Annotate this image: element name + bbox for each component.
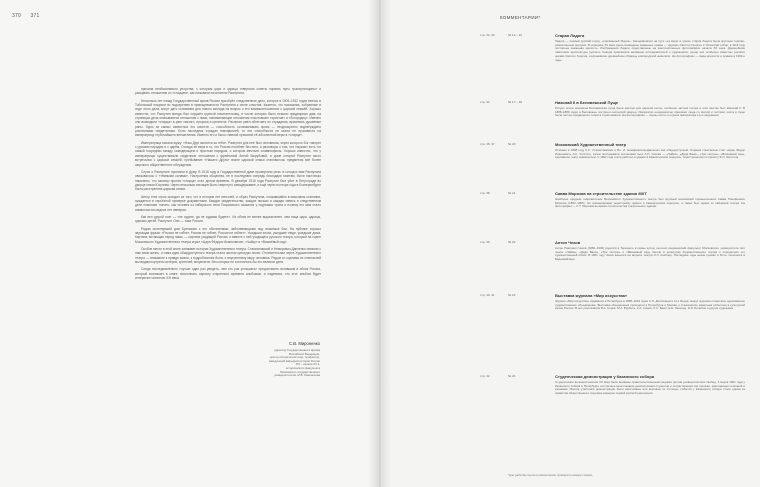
paragraph: Следя последовательно «лучше один раз увидеть, чем сто раз услышать» предоставить вставшим в облик России, который возникает в книге, восполнить картину старинного времени альбомом, и надеемся, что этот альбом будет интересен читателю XXI века. [135, 267, 321, 281]
author-name: С.В. Мироненко [289, 341, 320, 346]
paragraph: Особое место в этой книге занимает история Художественного театра. Станиславский и Немирович-Данченко связали с ним свою жизнь, и сама идея общедоступного театра стала частью культуры эпохи. Отличительная черта Художественного театра — внимание к правде жизни, к подробностям быта, к внутреннему миру человека. Рядом со сценами из спектаклей мы видим портреты актёров, зрителей, меценатов, без которых не состоялось бы это великое дело. [135, 247, 321, 265]
book-gutter [368, 0, 392, 487]
page-ref: стр. 36, 37 [480, 142, 495, 146]
author-credential: заведующий кафедрой истории России [268, 358, 320, 363]
entry-title: Антон Чехов [555, 240, 581, 245]
page-number-left: 370 [12, 13, 21, 19]
author-credential: Российской Федерации, [288, 351, 320, 356]
main-text [135, 87, 321, 283]
entry-text: Ладога — первый русский город, «призванный Рюрик». Находившаяся на пути «из варяг в греки» старая Ладога была крупным торгово-ремесленным центром. В середине XII века здесь возведены каменные храмы — церковь Святого Георгия и Успенский собор; в 1116 году построена каменная крепость. Изображения Ладоги представлены на многочисленных фотографиях начала XX века. Древнейшие памятники архитектуры русского Севера привлекали внимание исследователей и художников; среди них особенно известны росписи церкви Святого Георгия, сохранившие древнейшие образцы новгородской живописи. На фотографиях — виды крепости и храмов в 1900-е годы. [555, 39, 745, 62]
entry-title: Московский Художественный театр [555, 142, 627, 147]
author-signature [250, 341, 320, 378]
plate-ref: № 23 [508, 293, 516, 297]
page-ref: стр. 34 [480, 100, 490, 104]
author-credential: Московского государственного [280, 369, 320, 374]
entry-text: Основан в 1898 году К.С. Станиславским и Вл. И. Немировичем-Данченко как общедоступный. Первым спектаклем стал «Царь Фёдор Иоаннович» А.К. Толстого, затем последовали постановки пьес А.П. Чехова — «Чайка», «Дядя Ваня», «Три сестры», «Вишнёвый сад», сделавшие театр знаменитым. С 1902 года театр работал в здании в Камергерском переулке, перестроенном по проекту Ф.О. Шехтеля. [555, 148, 745, 160]
plate-ref: № 21 [508, 191, 516, 195]
entry-text: Студенческие волнения начала XX века были вызваны правительственными мерами против университетских свобод. 4 марта 1901 года у Казанского собора в Петербурге состоялась многолюдная демонстрация студентов и сочувствующих им горожан, разогнанная полицией и казаками. Многие участники демонстрации были арестованы или высланы из столицы; события у Казанского собора стали одним из символов общественного подъёма накануне первой русской революции. [555, 380, 745, 396]
page-numbers [12, 13, 48, 19]
page-ref: стр. 38 [480, 191, 490, 195]
paragraph: Рядом исчезнувший дом Булгакова с его обитателями, заболевающими под знакомые бои. На публике хорошо звучащая фраза: «Россия не гибнет, Россия не гибнет, Россия не гибнет». Ушедшая эпоха, ушедшие люди, ушедшие дома. Картина, встающая перед нами, — картина уходящей России, и вместе с ней уходящего русского театра, который на сцене Московского Художественного театра играл «Царя Фёдора Иоанновича», «Чайку» и «Вишнёвый сад». [135, 226, 321, 244]
right-page [380, 0, 760, 487]
paragraph: Слухи о Распутине проникли в Думу. В 1916 году в Государственной думе прозвучали речи, в которых имя Распутина связывалось с «тёмными силами». Настроения общества, не в последнюю очередь благодаря газетам, были настолько накалены, что заговор против «старца» стал делом времени. В декабре 1916 года Распутин был убит в Петрограде во дворце князя Юсупова. Через несколько месяцев было свергнуто самодержавие, а ещё через полтора года в Екатеринбурге была расстреляна царская семья. [135, 169, 321, 192]
entry-text: Наиболее щедрым покровителем Московского Художественного театра был крупный московский промышленник Савва Тимофеевич Морозов (1862–1905). Он финансировал перестройку здания в Камергерском переулке, а также был одним из пайщиков театра. На фотографии — С.Т. Морозов во время строительства театрального здания. [555, 197, 745, 209]
commentary-title: КОММЕНТАРИИ* [500, 15, 541, 20]
page-ref: стр. 40, 41 [480, 293, 495, 297]
paragraph: причина необъяснимого упорства, с которым царь и царица отвергали советы порвать путы «распутинщины» и разорвать отношения со «старцем», как называли почитатели Распутина. [135, 87, 321, 96]
footnote: *Для удобства ссылок в комментариях приводятся номера страниц. [508, 474, 594, 477]
entry-body [555, 374, 745, 396]
entry-body [555, 293, 745, 311]
paragraph: Несколько лет назад Государственный архив России приобрёл следственное дело, которое в 1909–1912 годах велось в Тобольской епархии по подозрению в принадлежности Распутина к секте хлыстов. Кажется, что показания, собранные в ходе этого дела, могут дать основания для нового взгляда на вопрос о его взаимоотношениях с царской семьёй. Хорошо известно, что Распутин всегда был окружён группой почитательниц, в числе которых было немало придворных дам; на страницах дела описываются отношения с ними, напоминающие отношения хлыстовских «христов» и «богородиц». Именно они возводили «старца» в ранг святого, пророка и целителя. Распутин умел облегчать их страдания, врачевать душевные раны. Одно из самых известных его качеств — способность останавливать кровь — неоднократно подтверждено различными свидетелями. Если наследник страдал гемофилией, то эти способности не могли не произвести на императрицу глубочайшего впечатления. Именно это и было главной причиной её абсолютной веры в «старца». [135, 98, 321, 138]
entry-title: Николай II в Беловежской Пуще [555, 100, 619, 105]
page-ref: стр. 42 [480, 374, 490, 378]
entry-body [555, 240, 745, 262]
entry-body [555, 100, 745, 118]
entry-title: Выставка журнала «Мир искусства» [555, 293, 628, 298]
entry-text: Ритуал охоты монархов Беловежская пуща была местом для царской охоты; особенно частым гостем в этих местах был Николай II. В 1888–1889 годах в Беловежье построен охотничий дворец. Император неоднократно приезжал сюда со свитой и гостями; охота в пуще была частью придворного этикета и дипломатии. На фотографиях — сцены охоты и отдыха императора и его окружения. [555, 106, 745, 118]
entry-body [555, 191, 745, 209]
entry-title: Студенческая демонстрация у Казанского собора [555, 374, 655, 379]
page-ref: стр. 39 [480, 240, 490, 244]
page-number-right: 371 [30, 13, 40, 19]
paragraph: Автор этих строк исходил из того, что в истории нет мелочей, и образ Распутина, сложившийся в массовом сознании, нуждается в серьёзной проверке документами. Каждое свидетельство, каждое письмо и каждая запись в следственном деле помогают понять, как человек из сибирского села Покровского оказался у подножия трона и почему его имя стало символом последних лет империи. [135, 194, 321, 212]
author-credential: XIX – начала XX в. [295, 362, 320, 367]
plate-ref: № 24 [508, 374, 516, 378]
plate-ref: № 22 [508, 240, 516, 244]
entry-body [555, 33, 745, 62]
paragraph: Императрица писала мужу: «Наш Друг молится за тебя». Распутин для неё был человеком, через которого Бог говорит с русским народом и с царём. Отсюда её вера в то, что Россия погибнет без него, и разговоры о том, что «мужик» есть тот самый посредник между самодержцем и простым народом, о котором мечтали славянофилы. Хорошо известно, что у императрицы существовали сердечные отношения с фрейлиной Анной Вырубовой, в доме которой Распутин часто встречался с царской семьёй; пребывание «Нашего Друга» возле царской семьи становилось предметом всё более широкого общественного обсуждения. [135, 140, 321, 167]
plate-ref: № 20 [508, 142, 516, 146]
author-credential: доктор исторических наук, профессор, [269, 355, 320, 360]
entry-body [555, 142, 745, 160]
entry-text: Журнал «Мир искусства» издавался в Петербурге в 1898–1904 годах С.П. Дягилевым и А.Н. Бенуа; вокруг журнала сложилось одноимённое художественное объединение. Выставки объединения проходили в Петербурге и Москве и становились заметным событием в культурной жизни России. В них участвовали В.А. Серов, М.А. Врубель, К.А. Сомов, Л.С. Бакст, Е.Е. Лансере, И.Я. Билибин и другие художники. [555, 299, 745, 311]
author-credential: университета им. М.В. Ломоносова [274, 373, 320, 378]
paragraph: Как пел другой поэт — «не судите, да не судимы будете». Их облик не менее выразителен, чем лица царя, царицы, царских детей. Распутин. Они — тоже Россия. [135, 214, 321, 224]
author-credential: исторического факультета [285, 365, 320, 370]
page-ref: стр. 32, 33 [480, 33, 495, 37]
plate-ref: № 14 – 16 [508, 33, 523, 37]
entry-title: Савва Морозов на строительстве здания МХТ [555, 191, 647, 196]
entry-title: Старая Ладога [555, 33, 585, 38]
plate-ref: № 17 – 18 [508, 100, 523, 104]
author-credential: директор Государственного архива [274, 348, 320, 352]
entry-text: Антон Павлович Чехов (1860–1904) родился в Таганроге в семье купца; окончил медицинский факультет Московского университета. Его пьесы «Чайка», «Дядя Ваня», «Три сестры» и «Вишнёвый сад» вошли в репертуар Художественного театра и определили его художественный облик. В 1901 году Чехов женился на актрисе театра О.Л. Книппер. Последние годы жизни провёл в Ялте; скончался в Баденвейлере. [555, 246, 745, 262]
